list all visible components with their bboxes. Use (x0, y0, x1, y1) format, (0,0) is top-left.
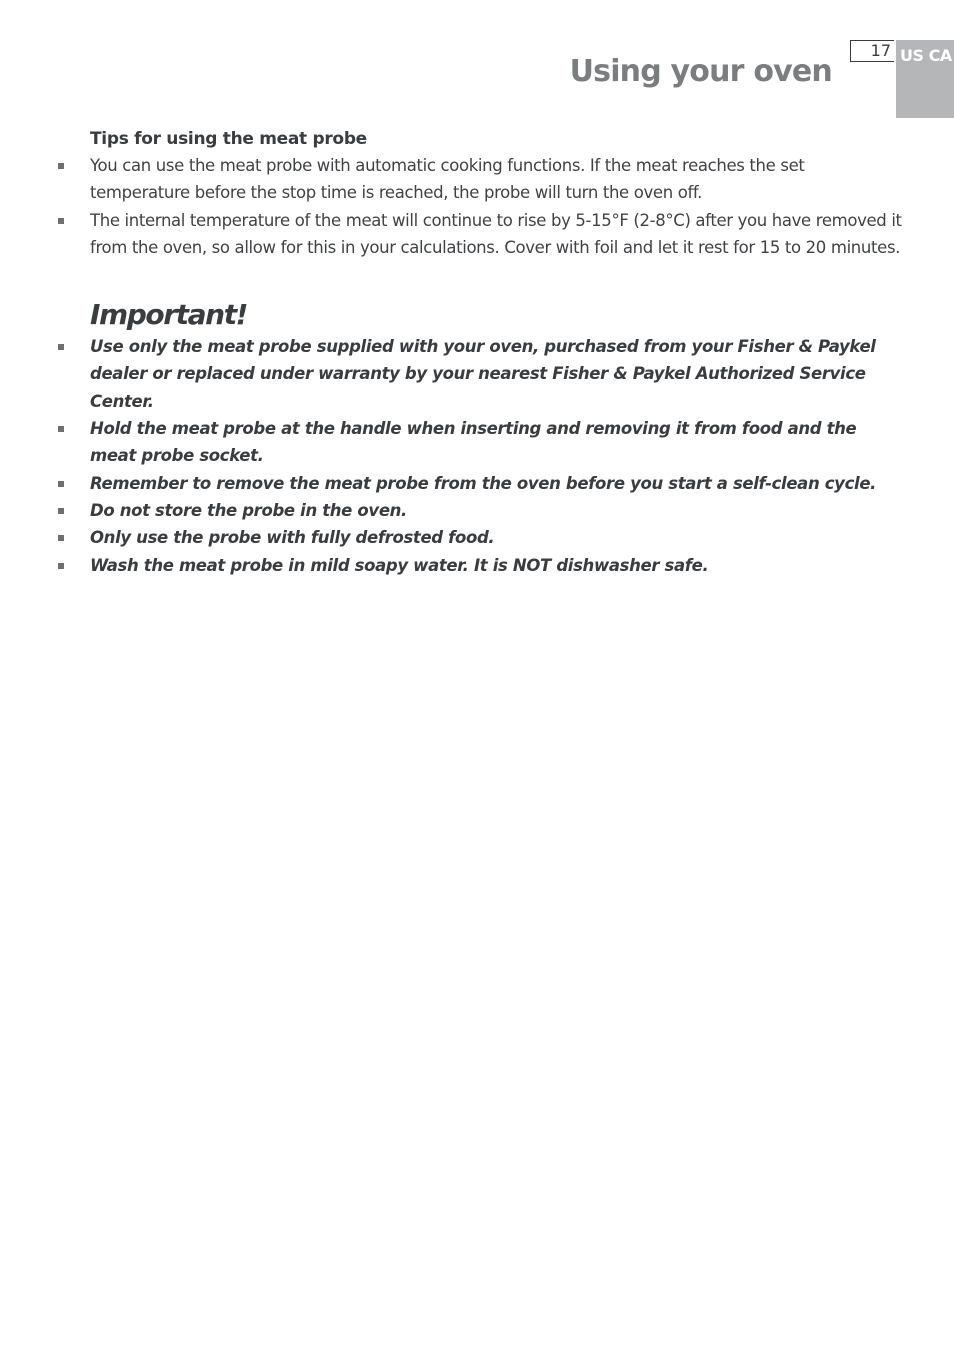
important-heading: Important! (90, 298, 248, 332)
square-bullet-icon (58, 426, 64, 432)
page-title: Using your oven (569, 54, 832, 90)
main-content (90, 126, 902, 579)
important-list-item (90, 552, 902, 579)
region-label: US CA (900, 46, 952, 65)
important-list-item (90, 415, 902, 470)
tips-list (90, 152, 902, 261)
important-list-item (90, 470, 902, 497)
square-bullet-icon (58, 563, 64, 569)
important-list-item (90, 333, 902, 415)
square-bullet-icon (58, 535, 64, 541)
tips-heading: Tips for using the meat probe (90, 129, 367, 149)
important-item-text: Do not store the probe in the oven. (90, 500, 407, 520)
square-bullet-icon (58, 163, 64, 169)
page-number-box (850, 40, 894, 62)
important-item-text: Only use the probe with fully defrosted food. (90, 528, 495, 548)
square-bullet-icon (58, 218, 64, 224)
square-bullet-icon (58, 344, 64, 350)
page-number: 17 (870, 41, 891, 60)
important-list (90, 333, 902, 579)
tips-list-item (90, 207, 902, 262)
important-item-text: Wash the meat probe in mild soapy water. It is NOT dishwasher safe. (90, 555, 709, 575)
important-item-text: Remember to remove the meat probe from the oven before you start a self-clean cycle. (90, 473, 877, 493)
important-item-text: Hold the meat probe at the handle when inserting and removing it from food and the meat probe socket. (90, 419, 857, 466)
important-list-item (90, 524, 902, 551)
important-list-item (90, 497, 902, 524)
important-item-text: Use only the meat probe supplied with your oven, purchased from your Fisher & Paykel dealer or replaced under warranty by your nearest Fisher & Paykel Authorized Service Center. (90, 337, 876, 411)
tips-item-text: The internal temperature of the meat will continue to rise by 5-15°F (2-8°C) after you have removed it from the oven, so allow for this in your calculations. Cover with foil and let it rest for 15 to 20 minutes. (90, 210, 902, 257)
square-bullet-icon (58, 481, 64, 487)
tips-list-item (90, 152, 902, 207)
square-bullet-icon (58, 508, 64, 514)
region-tab (896, 40, 954, 118)
tips-item-text: You can use the meat probe with automatic cooking functions. If the meat reaches the set temperature before the stop time is reached, the probe will turn the oven off. (90, 156, 805, 203)
